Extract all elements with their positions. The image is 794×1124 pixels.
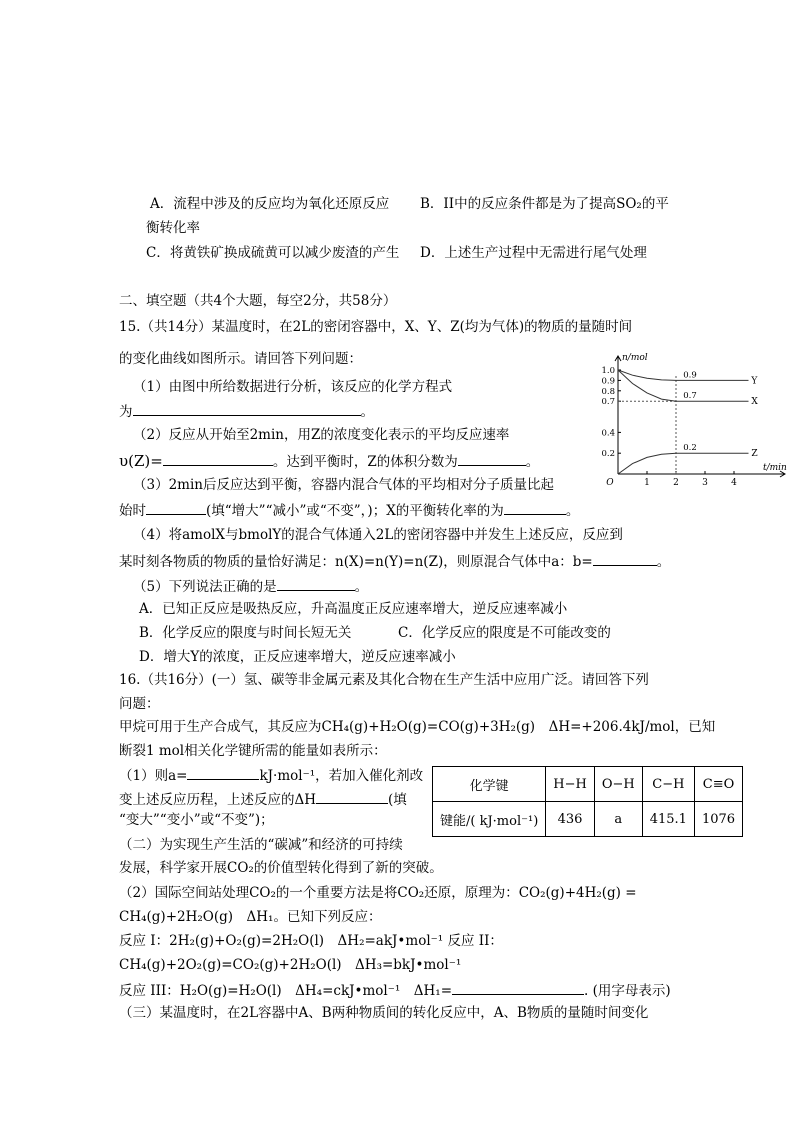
series-y-name-label: Y: [751, 376, 758, 387]
q16-section3: （三）某温度时，在2L容器中A、B两种物质间的转化反应中，A、B物质的量随时间变化: [119, 1005, 649, 1021]
q15-part4-answer: 某时刻各物质的物质的量恰好满足：n(X)=n(Y)=n(Z)，则原混合气体中a：b= 。: [119, 551, 670, 571]
q16-methane-reaction: 甲烷可用于生产合成气，其反应为CH₄(g)+H₂O(g)=CO(g)+3H₂(g) ΔH=+206.4kJ/mol，已知: [119, 719, 716, 735]
answer-blank[interactable]: [163, 451, 273, 466]
y-tick-label: 0.4: [601, 428, 615, 439]
y-tick-label: 1.0: [601, 366, 615, 376]
answer-blank[interactable]: [277, 576, 355, 591]
q16-reaction-2: CH₄(g)+2O₂(g)=CO₂(g)+2H₂O(l) ΔH₃=bkJ•mol⁻¹: [119, 957, 462, 973]
section-heading: 二、填空题（共4个大题，每空2分，共58分）: [119, 293, 397, 309]
q15-part1: （1）由图中所给数据进行分析，该反应的化学方程式: [133, 379, 453, 395]
series-z-line: [618, 453, 749, 474]
y-tick-label: 0.7: [601, 397, 615, 408]
q15-option-a: A．已知正反应是吸热反应，升高温度正反应速率增大，逆反应速率减小: [139, 601, 568, 617]
q15-part3-answer: 始时 (填“增大”“减小”或“不变”，)；X的平衡转化率的为 。: [119, 500, 579, 520]
x-tick-label: 2: [673, 478, 679, 488]
table-header-cell: 化学键: [433, 767, 546, 802]
q15-part4: （4）将amolX与bmolY的混合气体通入2L的密闭容器中并发生上述反应，反应到: [133, 527, 623, 543]
q15-option-d: D．增大Y的浓度，正反应速率增大，逆反应速率减小: [139, 649, 456, 665]
table-header-cell: O−H: [594, 767, 642, 802]
answer-blank[interactable]: [458, 451, 526, 466]
q16-part1: （1）则a= kJ·mol⁻¹，若加入催化剂改: [119, 765, 423, 785]
chart-axes: [615, 353, 787, 477]
x-axis-label: t/min: [763, 463, 787, 473]
answer-blank[interactable]: [452, 980, 584, 995]
table-header-cell: C≡O: [694, 767, 742, 802]
q16-part1-cont: 变上述反应历程，上述反应的ΔH (填: [119, 789, 407, 809]
q16-section2-2: 发展，科学家开展CO₂的价值型转化得到了新的突破。: [119, 860, 443, 876]
answer-blank[interactable]: [146, 500, 206, 515]
q15-part2-answer: υ(Z)= 。达到平衡时，Z的体积分数为 。: [119, 452, 540, 470]
table-cell: 键能/( kJ·mol⁻¹): [433, 802, 546, 837]
q16-part2: （2）国际空间站处理CO₂的一个重要方法是将CO₂还原，原理为：CO₂(g)+4H₂(g) =: [119, 885, 637, 901]
y-tick-label: 0.2: [601, 449, 615, 460]
chart-ticks: [601, 366, 737, 488]
table-row: [433, 802, 743, 837]
x-tick-label: 4: [731, 478, 737, 488]
q14-option-a: A．流程中涉及的反应均为氧化还原反应: [150, 196, 390, 212]
q15-option-c: C．化学反应的限度是不可能改变的: [398, 625, 611, 641]
q15-part3: （3）2min后反应达到平衡，容器内混合气体的平均相对分子质量比起: [133, 477, 554, 493]
q15-part5: （5）下列说法正确的是 。: [133, 576, 368, 596]
q15-stem-1: 15.（共14分）某温度时，在2L的密闭容器中，X、Y、Z(均为气体)的物质的量随时间: [119, 319, 633, 335]
table-cell: a: [594, 802, 642, 837]
x-tick-label: 1: [644, 478, 650, 488]
q16-stem-2: 问题：: [119, 696, 160, 712]
q14-option-b: B．II中的反应条件都是为了提高SO₂的平: [420, 196, 669, 212]
q14-option-d: D．上述生产过程中无需进行尾气处理: [420, 245, 647, 261]
series-y-value-label: 0.9: [683, 370, 697, 381]
answer-blank[interactable]: [133, 401, 361, 416]
mole-time-chart: [590, 350, 790, 490]
q16-reaction-1: 反应 I：2H₂(g)+O₂(g)=2H₂O(l) ΔH₂=akJ•mol⁻¹ 反应 II：: [119, 933, 503, 949]
q16-part1-hint: “变大”“变小”或“不变”)；: [119, 812, 274, 828]
q15-part1-answer: 为 。: [119, 401, 374, 421]
table-header-cell: C−H: [642, 767, 694, 802]
y-tick-label: 0.8: [601, 386, 615, 397]
answer-blank[interactable]: [593, 551, 657, 566]
series-x-name-label: X: [751, 397, 758, 408]
series-x-value-label: 0.7: [683, 391, 697, 402]
series-z-value-label: 0.2: [683, 443, 697, 454]
table-cell: 415.1: [642, 802, 694, 837]
q16-section2-1: （二）为实现生产生活的“碳减”和经济的可持续: [119, 837, 403, 853]
q16-part2-cont: CH₄(g)+2H₂O(g) ΔH₁。已知下列反应：: [119, 909, 382, 925]
q15-stem-2: 的变化曲线如图所示。请回答下列问题：: [119, 351, 362, 367]
table-header-cell: H−H: [546, 767, 595, 802]
x-tick-label: O: [606, 478, 614, 488]
q15-part2: （2）反应从开始至2min，用Z的浓度变化表示的平均反应速率: [133, 427, 510, 443]
q16-stem-1: 16.（共16分）(一）氢、碳等非金属元素及其化合物在生产生活中应用广泛。请回答下列: [119, 672, 649, 688]
chart-series: [618, 370, 758, 474]
table-cell: 436: [546, 802, 595, 837]
answer-blank[interactable]: [187, 765, 259, 780]
q16-table-intro: 断裂1 mol相关化学键所需的能量如表所示：: [119, 743, 387, 759]
table-cell: 1076: [694, 802, 742, 837]
q14-option-b-cont: 衡转化率: [146, 220, 200, 236]
y-tick-label: 0.9: [601, 376, 615, 387]
series-z-name-label: Z: [751, 449, 758, 460]
q16-reaction-3: 反应 III：H₂O(g)=H₂O(l) ΔH₄=ckJ•mol⁻¹ ΔH₁= . (用字母表示): [119, 980, 671, 1000]
q15-option-b: B．化学反应的限度与时间长短无关: [139, 625, 352, 641]
answer-blank[interactable]: [504, 500, 566, 515]
table-header-row: [433, 767, 743, 802]
answer-blank[interactable]: [316, 789, 388, 804]
bond-energy-table: [432, 766, 743, 837]
y-axis-label: n/mol: [622, 353, 648, 363]
q14-option-c: C．将黄铁矿换成硫黄可以减少废渣的产生: [146, 245, 400, 261]
x-tick-label: 3: [702, 478, 708, 488]
